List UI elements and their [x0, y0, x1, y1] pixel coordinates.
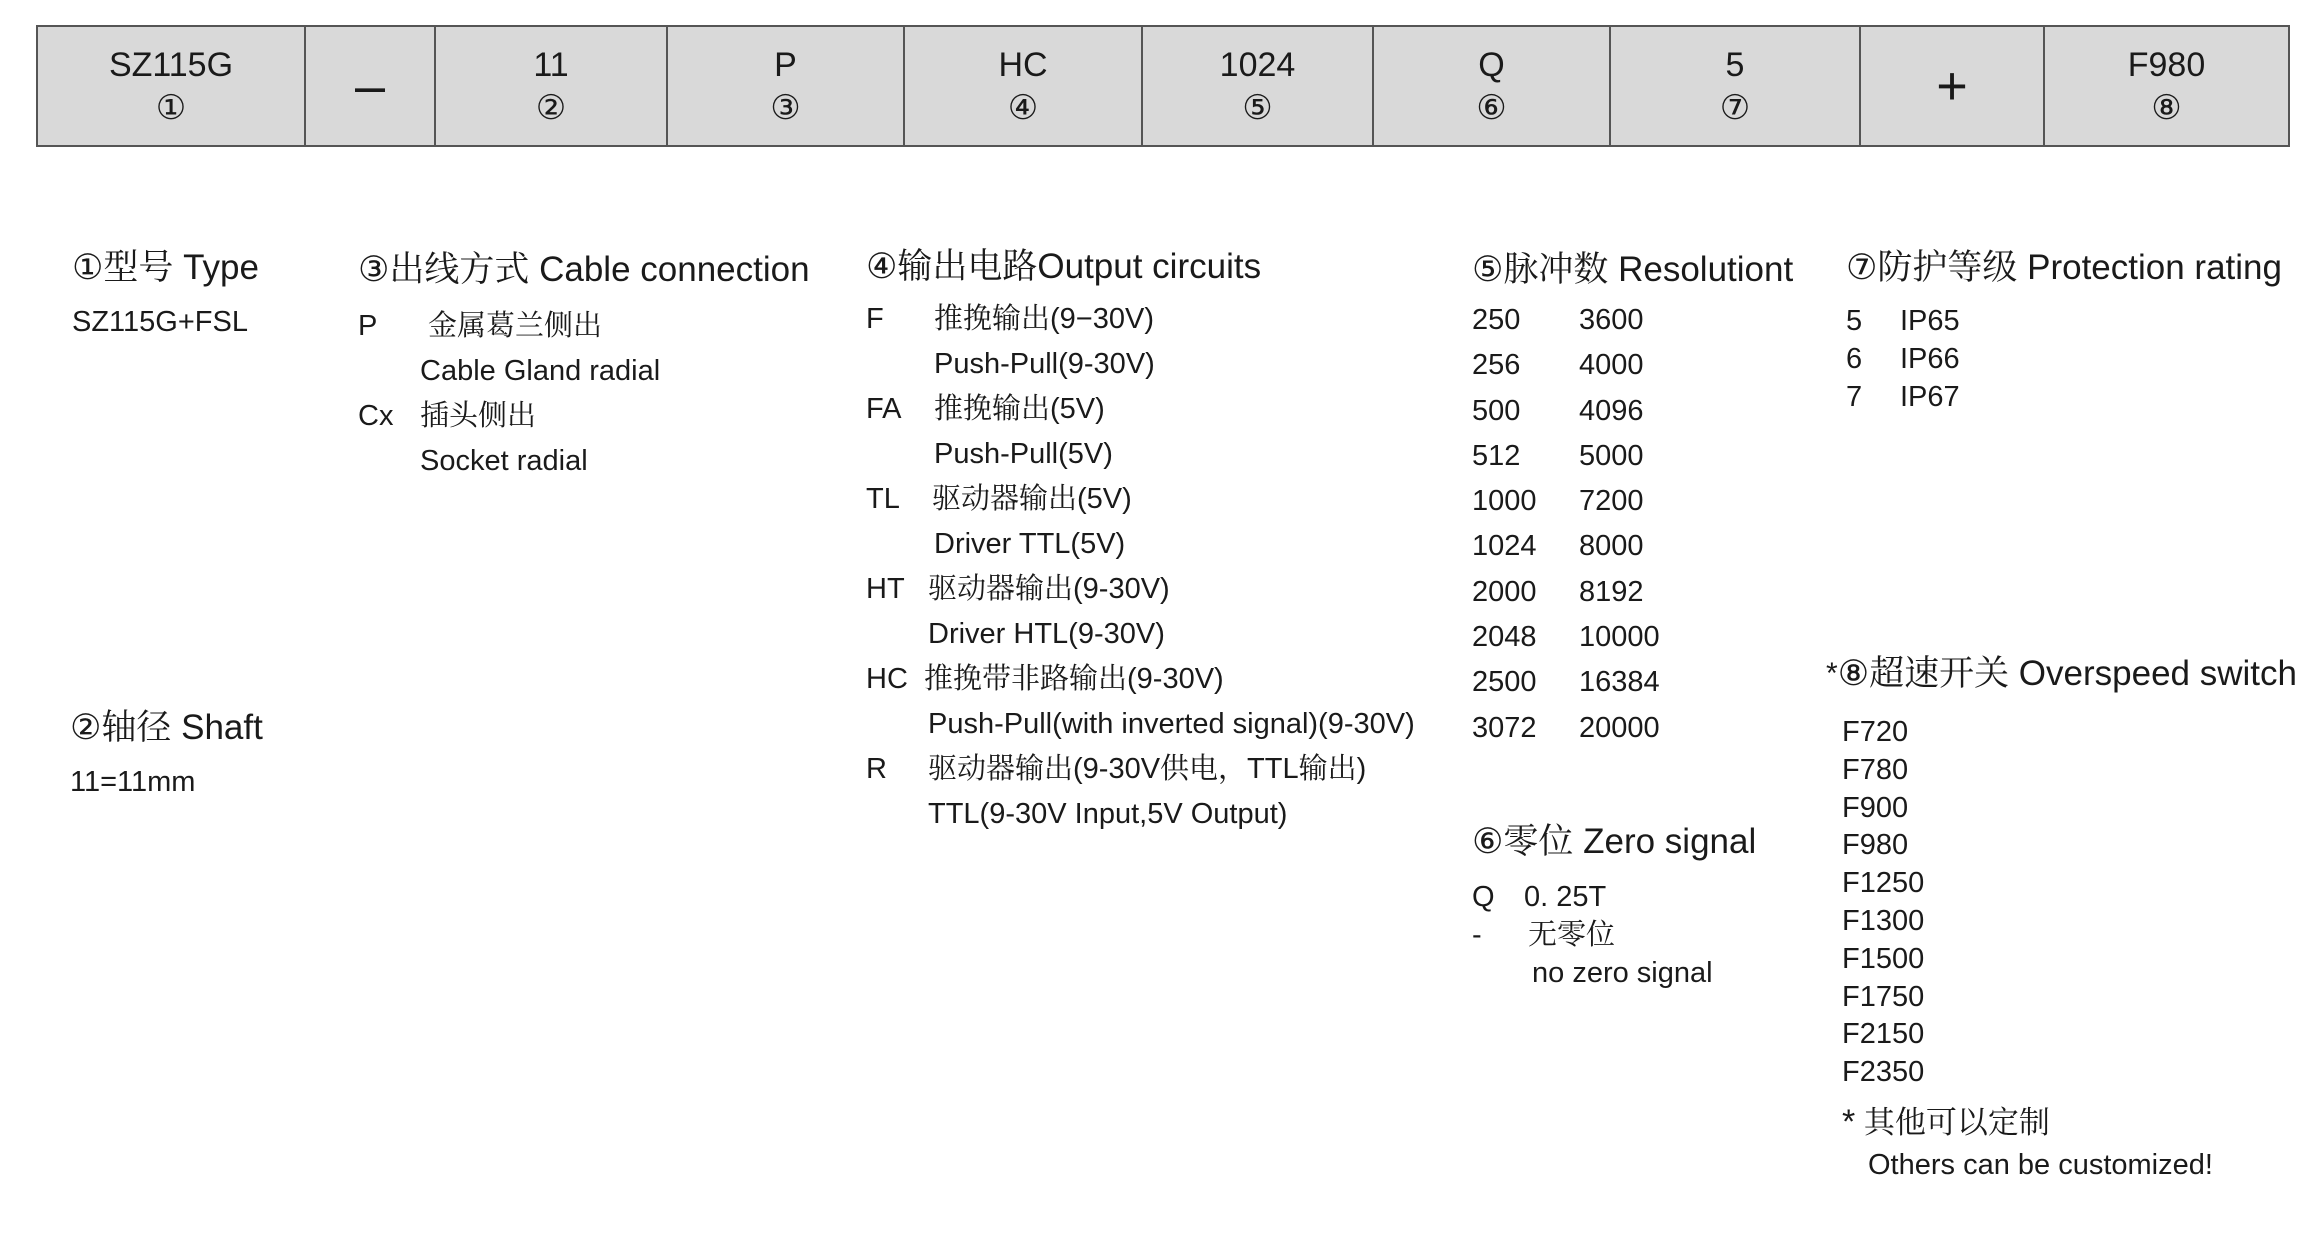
- output-section: [866, 245, 1415, 837]
- code-value: 5: [1725, 46, 1745, 84]
- resolution-value: 2000: [1472, 575, 1537, 608]
- resolution-value: 4000: [1579, 349, 1644, 382]
- code-separator-plus: [1861, 27, 2045, 145]
- option-en: TTL(9-30V Input,5V Output): [928, 798, 1288, 830]
- list-item: [1472, 615, 1793, 660]
- list-item: [1846, 302, 2282, 340]
- code-cell-cable: [668, 27, 905, 145]
- resolution-value: 2500: [1472, 666, 1537, 699]
- type-value: SZ115G+FSL: [72, 306, 248, 338]
- list-item: F1500: [1842, 942, 1925, 975]
- list-item: [866, 387, 1415, 432]
- resolution-value: 4096: [1579, 394, 1644, 427]
- option-code: Q: [1472, 881, 1495, 913]
- option-code: 6: [1846, 343, 1863, 375]
- option-code: P: [358, 310, 378, 342]
- resolution-value: 500: [1472, 394, 1521, 427]
- option-en: Socket radial: [420, 445, 588, 477]
- resolution-value: 256: [1472, 349, 1521, 382]
- list-item: F720: [1842, 716, 1909, 748]
- resolution-value: 1024: [1472, 530, 1537, 563]
- list-item: [1472, 524, 1793, 569]
- option-code: 5: [1846, 305, 1863, 337]
- list-item: [1472, 389, 1793, 434]
- output-heading: ④输出电路Output circuits: [866, 247, 1262, 286]
- list-item: F1750: [1842, 980, 1925, 1013]
- list-item: F2150: [1842, 1018, 1925, 1051]
- resolution-value: 1000: [1472, 485, 1537, 518]
- list-item: F1300: [1842, 904, 1925, 937]
- list-item: [1472, 660, 1793, 705]
- option-value: IP65: [1900, 305, 1960, 337]
- code-index: ②: [535, 89, 567, 127]
- resolution-section: [1472, 248, 1793, 751]
- resolution-value: 5000: [1579, 439, 1644, 472]
- code-index: ⑤: [1242, 89, 1273, 127]
- resolution-value: 8192: [1579, 575, 1644, 608]
- list-item: [1472, 916, 1756, 954]
- custom-note-cn: 其他可以定制: [1863, 1104, 2050, 1140]
- code-index: ⑧: [2151, 89, 2182, 127]
- option-cn: 驱动器输出(9-30V供电，TTL输出): [928, 753, 1367, 785]
- overspeed-list: [1826, 714, 2297, 1092]
- option-cn: 推挽输出(9−30V): [934, 303, 1154, 335]
- list-item: F1250: [1842, 867, 1925, 900]
- code-value: Q: [1478, 46, 1505, 84]
- cable-heading: ③出线方式 Cable connection: [358, 250, 810, 289]
- option-cn: 无零位: [1528, 919, 1616, 951]
- list-item: [866, 477, 1415, 522]
- code-value: HC: [998, 46, 1048, 84]
- option-cn: 0. 25T: [1524, 881, 1607, 913]
- option-en: Push-Pull(5V): [934, 438, 1113, 470]
- code-index: ③: [770, 89, 801, 127]
- custom-note-en: Others can be customized!: [1868, 1148, 2213, 1181]
- list-item: F2350: [1842, 1056, 1925, 1089]
- list-item: [358, 304, 810, 349]
- zero-section: [1472, 820, 1756, 992]
- option-code: Cx: [358, 400, 394, 432]
- list-item: [1472, 343, 1793, 388]
- option-cn: 推挽带非路输出(9-30V): [924, 663, 1224, 695]
- overspeed-heading-text: ⑧超速开关 Overspeed switch: [1837, 654, 2297, 693]
- resolution-list: [1472, 298, 1793, 751]
- option-code: R: [866, 753, 887, 785]
- resolution-value: 3072: [1472, 711, 1537, 744]
- code-separator-dash: [306, 27, 436, 145]
- list-item: [1472, 878, 1756, 916]
- list-item: [358, 394, 810, 439]
- list-item: F900: [1842, 791, 1909, 824]
- list-item: [1472, 570, 1793, 615]
- shaft-section: [70, 706, 263, 805]
- list-item: [1846, 378, 2282, 416]
- code-cell-resolution: [1143, 27, 1374, 145]
- code-index: ⑥: [1476, 89, 1507, 127]
- protection-heading: ⑦防护等级 Protection rating: [1846, 248, 2282, 287]
- option-en: Cable Gland radial: [420, 355, 661, 387]
- code-value: P: [774, 46, 797, 84]
- resolution-heading: ⑤脉冲数 Resolutiont: [1472, 250, 1794, 289]
- cable-section: [358, 248, 810, 484]
- option-cn: 驱动器输出(9-30V): [928, 573, 1170, 605]
- resolution-value: 10000: [1579, 621, 1660, 654]
- code-index: ④: [1007, 89, 1039, 127]
- option-en: no zero signal: [1532, 957, 1713, 989]
- list-item: [1846, 340, 2282, 378]
- type-heading: ①型号 Type: [72, 248, 259, 287]
- code-cell-protection: [1611, 27, 1861, 145]
- code-cell-zero: [1374, 27, 1611, 145]
- option-en: Driver HTL(9-30V): [928, 618, 1165, 650]
- cable-options: [358, 304, 810, 484]
- separator-glyph: –: [354, 56, 386, 116]
- resolution-value: 2048: [1472, 621, 1537, 654]
- option-en: Push-Pull(9-30V): [934, 348, 1155, 380]
- option-cn: 插头侧出: [420, 400, 537, 432]
- overspeed-section: [1826, 652, 2297, 1185]
- option-code: FA: [866, 393, 902, 425]
- resolution-value: 16384: [1579, 666, 1660, 699]
- code-cell-overspeed: [2045, 27, 2288, 145]
- resolution-value: 20000: [1579, 711, 1660, 744]
- code-cell-output: [905, 27, 1143, 145]
- shaft-value: 11=11mm: [70, 766, 196, 798]
- custom-note: [1826, 1100, 2297, 1145]
- list-item: F780: [1842, 753, 1909, 786]
- resolution-value: 3600: [1579, 304, 1644, 336]
- code-value: 1024: [1219, 46, 1296, 84]
- separator-glyph: +: [1936, 56, 1968, 116]
- option-code: TL: [866, 483, 900, 515]
- option-value: IP66: [1900, 343, 1960, 375]
- asterisk: *: [1826, 657, 1838, 690]
- option-code: HC: [866, 663, 908, 695]
- code-value: SZ115G: [108, 46, 234, 84]
- option-value: IP67: [1900, 381, 1960, 413]
- code-cell-type: [38, 27, 306, 145]
- option-code: -: [1472, 919, 1482, 951]
- option-en: Push-Pull(with inverted signal)(9-30V): [928, 708, 1415, 740]
- option-cn: 推挽输出(5V): [934, 393, 1105, 425]
- option-code: HT: [866, 573, 905, 605]
- protection-list: [1846, 302, 2282, 416]
- list-item: [1472, 298, 1793, 343]
- resolution-value: 512: [1472, 439, 1521, 472]
- code-index: ⑦: [1719, 89, 1751, 127]
- list-item: [866, 657, 1415, 702]
- code-index: ①: [155, 89, 187, 127]
- list-item: [866, 747, 1415, 792]
- code-value: F980: [2127, 46, 2206, 84]
- option-code: 7: [1846, 381, 1863, 413]
- code-value: 11: [533, 46, 569, 84]
- zero-options: [1472, 878, 1756, 992]
- resolution-value: 7200: [1579, 485, 1644, 518]
- type-section: [72, 246, 259, 345]
- shaft-heading: ②轴径 Shaft: [70, 708, 263, 747]
- list-item: [1472, 479, 1793, 524]
- code-cell-shaft: [436, 27, 668, 145]
- asterisk: *: [1842, 1102, 1856, 1141]
- resolution-value: 8000: [1579, 530, 1644, 563]
- list-item: [1472, 434, 1793, 479]
- option-en: Driver TTL(5V): [934, 528, 1126, 560]
- list-item: [866, 567, 1415, 612]
- list-item: [866, 297, 1415, 342]
- option-code: F: [866, 303, 884, 335]
- list-item: [1472, 706, 1793, 751]
- list-item: F980: [1842, 829, 1909, 862]
- protection-section: [1846, 246, 2282, 416]
- zero-heading: ⑥零位 Zero signal: [1472, 822, 1757, 861]
- option-cn: 驱动器输出(5V): [932, 483, 1132, 515]
- option-cn: 金属葛兰侧出: [428, 310, 603, 342]
- model-code-table: [36, 25, 2290, 147]
- resolution-value: 250: [1472, 304, 1521, 336]
- output-options: [866, 297, 1415, 837]
- overspeed-heading: [1826, 652, 2297, 696]
